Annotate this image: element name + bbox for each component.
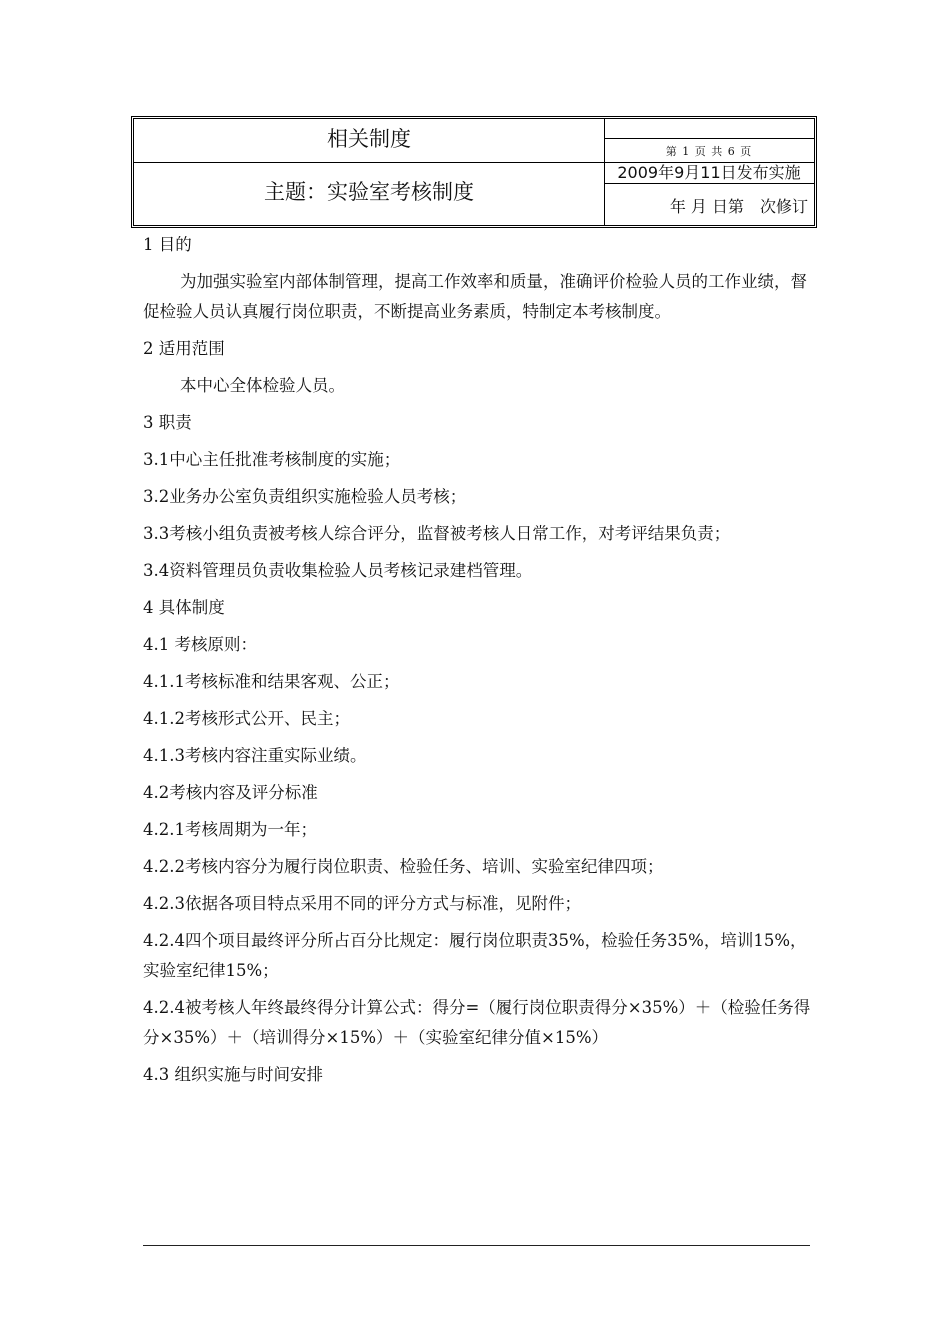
- section-heading-purpose: 1 目的: [143, 235, 192, 254]
- rule-item: 4.1.3考核内容注重实际业绩。: [143, 746, 367, 765]
- scope-paragraph: 本中心全体检验人员。: [180, 376, 345, 395]
- rule-item: 4.2.4四个项目最终评分所占百分比规定：履行岗位职责35%，检验任务35%，培训15%，实验室纪律15%；: [143, 931, 807, 980]
- document-subject-title: 主题：实验室考核制度: [264, 180, 474, 204]
- duty-item: 3.2业务办公室负责组织实施检验人员考核；: [143, 487, 467, 506]
- subsection-heading: 4.2考核内容及评分标准: [143, 783, 318, 802]
- purpose-paragraph: 为加强实验室内部体制管理，提高工作效率和质量，准确评价检验人员的工作业绩，督促检验人员认真履行岗位职责，不断提高业务素质，特制定本考核制度。: [143, 272, 807, 321]
- document-category-title: 相关制度: [327, 127, 411, 151]
- rule-item: 4.2.2考核内容分为履行岗位职责、检验任务、培训、实验室纪律四项；: [143, 857, 664, 876]
- header-divider-horizontal: [134, 162, 604, 163]
- duty-item: 3.3考核小组负责被考核人综合评分，监督被考核人日常工作，对考评结果负责；: [143, 524, 731, 543]
- section-heading-duties: 3 职责: [143, 413, 192, 432]
- rule-item: 4.1.2考核形式公开、民主；: [143, 709, 350, 728]
- document-body: [143, 230, 815, 1097]
- issue-date: 2009年9月11日发布实施: [617, 163, 801, 182]
- header-divider-right-1: [604, 138, 814, 139]
- footer-rule: [143, 1245, 810, 1246]
- revision-info: 年 月 日第 次修订: [669, 197, 808, 216]
- formula-item: 4.2.4被考核人年终最终得分计算公式：得分=（履行岗位职责得分×35%）＋（检验任务得分×35%）＋（培训得分×15%）＋（实验室纪律分值×15%）: [143, 998, 811, 1047]
- subsection-heading: 4.3 组织实施与时间安排: [143, 1065, 323, 1084]
- duty-item: 3.1中心主任批准考核制度的实施；: [143, 450, 401, 469]
- header-divider-right-3: [604, 183, 814, 184]
- section-heading-scope: 2 适用范围: [143, 339, 225, 358]
- document-header-table: [131, 116, 817, 228]
- rule-item: 4.2.1考核周期为一年；: [143, 820, 317, 839]
- rule-item: 4.1.1考核标准和结果客观、公正；: [143, 672, 400, 691]
- subsection-heading: 4.1 考核原则：: [143, 635, 257, 654]
- page-number: 第 1 页 共 6 页: [665, 145, 753, 158]
- section-heading-rules: 4 具体制度: [143, 598, 225, 617]
- duty-item: 3.4资料管理员负责收集检验人员考核记录建档管理。: [143, 561, 533, 580]
- rule-item: 4.2.3依据各项目特点采用不同的评分方式与标准，见附件；: [143, 894, 581, 913]
